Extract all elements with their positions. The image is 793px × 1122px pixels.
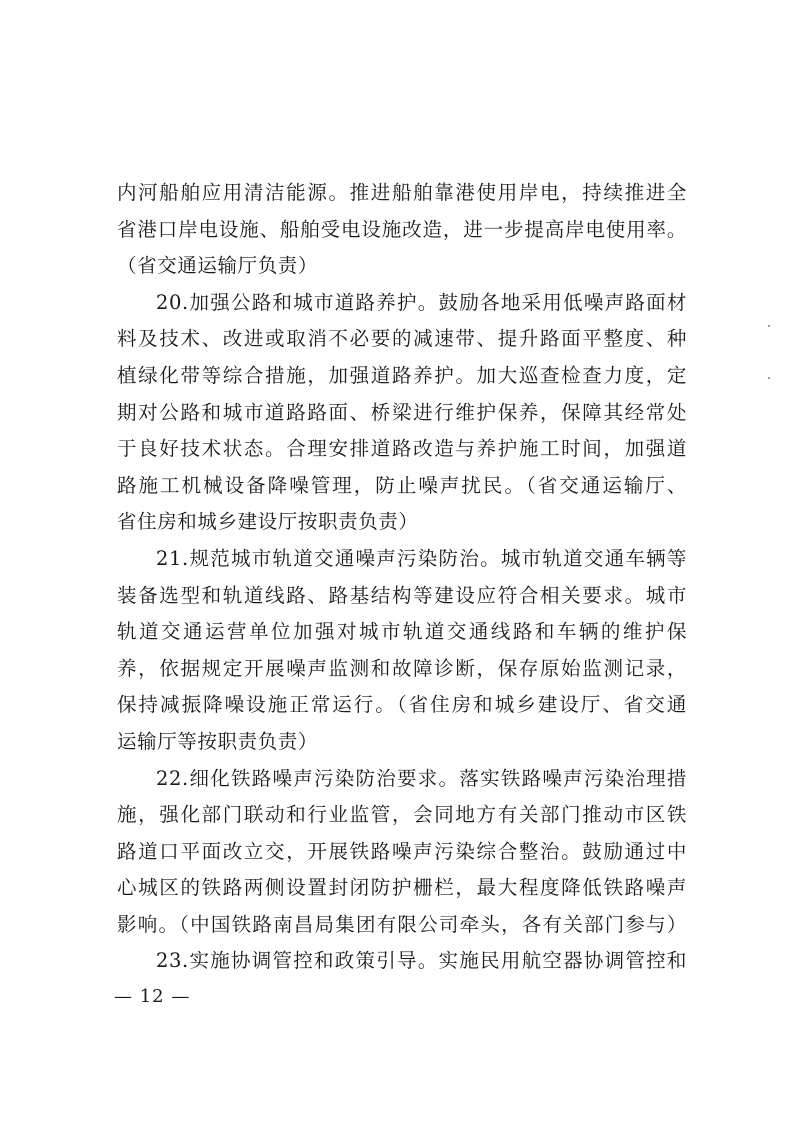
text-line: 路道口平面改立交，开展铁路噪声污染综合整治。鼓励通过中 (117, 839, 687, 863)
text-line: 轨道交通运营单位加强对城市轨道交通线路和车辆的维护保 (117, 620, 687, 644)
text-line: 心城区的铁路两侧设置封闭防护栅栏，最大程度降低铁路噪声 (117, 876, 687, 900)
body-text (117, 175, 687, 980)
scan-speck (768, 325, 770, 327)
text-line: 装备选型和轨道线路、路基结构等建设应符合相关要求。城市 (117, 583, 687, 607)
text-line: 22.细化铁路噪声污染防治要求。落实铁路噪声污染治理措 (156, 766, 687, 790)
text-line: 料及技术、改进或取消不必要的减速带、提升路面平整度、种 (117, 327, 687, 351)
text-line: 影响。（中国铁路南昌局集团有限公司牵头，各有关部门参与） (117, 912, 687, 936)
text-line: 路施工机械设备降噪管理，防止噪声扰民。（省交通运输厅、 (117, 473, 687, 497)
text-line: 20.加强公路和城市道路养护。鼓励各地采用低噪声路面材 (156, 290, 687, 314)
text-line: 期对公路和城市道路路面、桥梁进行维护保养，保障其经常处 (117, 400, 687, 424)
text-line: （省交通运输厅负责） (117, 254, 319, 278)
text-line: 植绿化带等综合措施，加强道路养护。加大巡查检查力度，定 (117, 363, 687, 387)
page-number: — 12 — (114, 986, 191, 1007)
text-line: 内河船舶应用清洁能源。推进船舶靠港使用岸电，持续推进全 (117, 181, 687, 204)
text-line: 运输厅等按职责负责） (117, 729, 319, 753)
text-line: 省港口岸电设施、船舶受电设施改造，进一步提高岸电使用率。 (117, 217, 687, 241)
text-line: 于良好技术状态。合理安排道路改造与养护施工时间，加强道 (117, 437, 687, 461)
scan-speck (768, 377, 770, 379)
text-line: 保持减振降噪设施正常运行。（省住房和城乡建设厅、省交通 (117, 693, 687, 717)
text-line: 23.实施协调管控和政策引导。实施民用航空器协调管控和 (156, 949, 687, 973)
text-line: 养，依据规定开展噪声监测和故障诊断，保存原始监测记录， (117, 656, 687, 680)
text-line: 施，强化部门联动和行业监管，会同地方有关部门推动市区铁 (117, 803, 687, 827)
text-line: 21.规范城市轨道交通噪声污染防治。城市轨道交通车辆等 (156, 546, 687, 570)
text-line: 省住房和城乡建设厅按职责负责） (117, 510, 419, 534)
